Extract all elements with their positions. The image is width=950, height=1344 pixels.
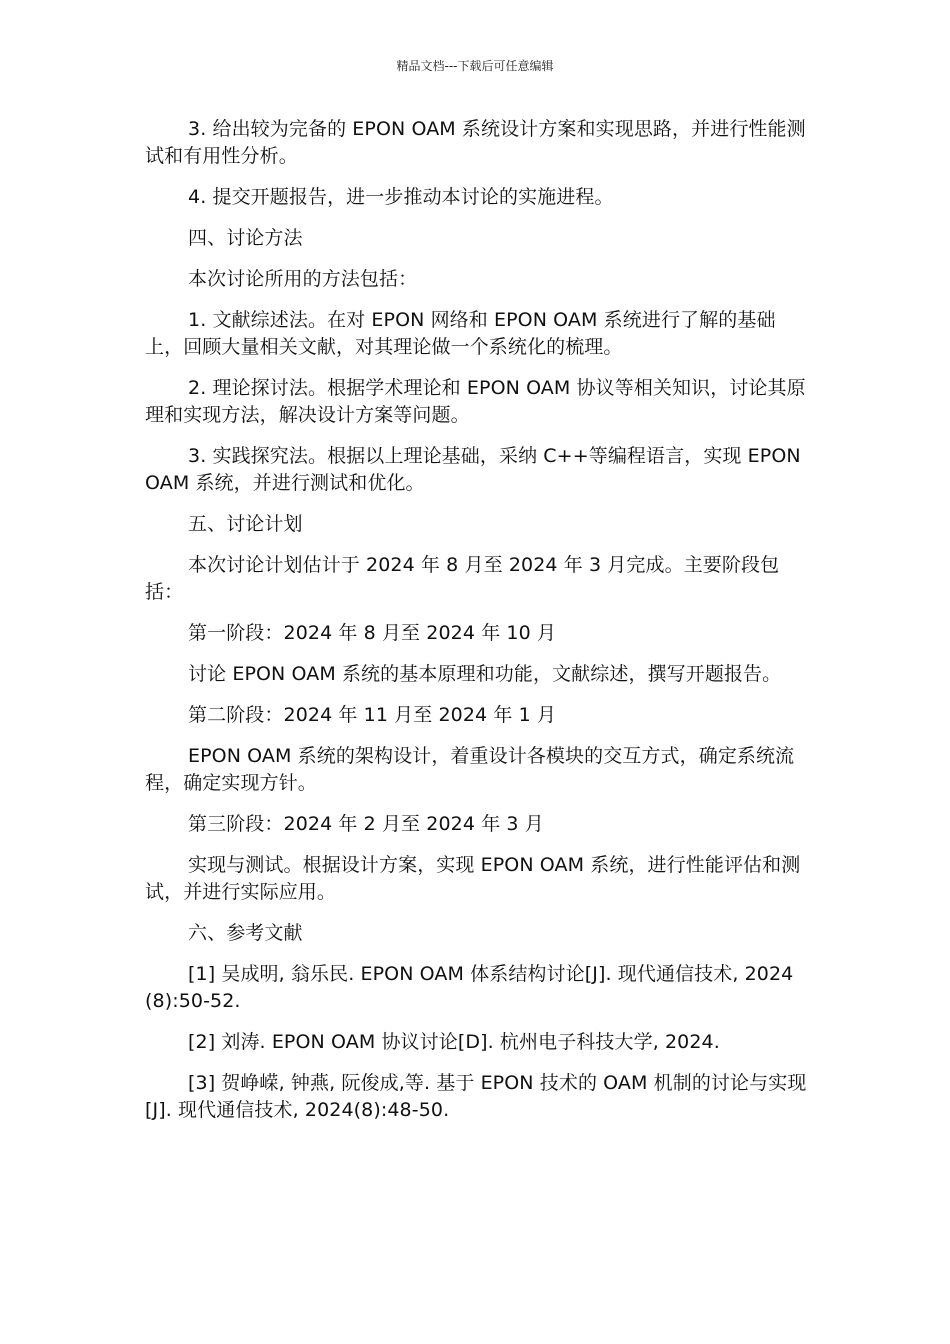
method-item-2: 2. 理论探讨法。根据学术理论和 EPON OAM 协议等相关知识，讨论其原理和实现方法，解决设计方案等问题。 (145, 377, 806, 426)
method-item-3: 3. 实践探究法。根据以上理论基础，采纳 C++等编程语言，实现 EPON OAM 系统，并进行测试和优化。 (145, 445, 801, 494)
phase-1-description: 讨论 EPON OAM 系统的基本原理和功能，文献综述，撰写开题报告。 (188, 663, 782, 685)
objective-item-3: 3. 给出较为完备的 EPON OAM 系统设计方案和实现思路，并进行性能测试和有用性分析。 (145, 118, 806, 167)
page-header: 精品文档---下载后可任意编辑 (396, 59, 554, 73)
reference-item-1: [1] 吴成明, 翁乐民. EPON OAM 体系结构讨论[J]. 现代通信技术, 2024(8):50-52. (145, 963, 794, 1012)
section-heading-references: 六、参考文献 (188, 922, 303, 944)
phase-3-description: 实现与测试。根据设计方案，实现 EPON OAM 系统，进行性能评估和测试，并进行实际应用。 (145, 854, 801, 903)
methods-intro: 本次讨论所用的方法包括： (188, 268, 418, 290)
method-item-1: 1. 文献综述法。在对 EPON 网络和 EPON OAM 系统进行了解的基础上，回顾大量相关文献，对其理论做一个系统化的梳理。 (145, 309, 776, 358)
phase-1-title: 第一阶段：2024 年 8 月至 2024 年 10 月 (188, 622, 557, 644)
document-body (145, 116, 810, 1138)
plan-intro: 本次讨论计划估计于 2024 年 8 月至 2024 年 3 月完成。主要阶段包括： (145, 554, 780, 603)
reference-item-3: [3] 贺峥嵘, 钟燕, 阮俊成,等. 基于 EPON 技术的 OAM 机制的讨论与实现[J]. 现代通信技术, 2024(8):48-50. (145, 1072, 807, 1121)
reference-item-2: [2] 刘涛. EPON OAM 协议讨论[D]. 杭州电子科技大学, 2024. (188, 1031, 720, 1053)
objective-item-4: 4. 提交开题报告，进一步推动本讨论的实施进程。 (188, 186, 614, 208)
phase-3-title: 第三阶段：2024 年 2 月至 2024 年 3 月 (188, 813, 544, 835)
section-heading-methods: 四、讨论方法 (188, 227, 303, 249)
section-heading-plan: 五、讨论计划 (188, 513, 303, 535)
phase-2-title: 第二阶段：2024 年 11 月至 2024 年 1 月 (188, 704, 557, 726)
phase-2-description: EPON OAM 系统的架构设计，着重设计各模块的交互方式，确定系统流程，确定实现方针。 (145, 745, 795, 794)
